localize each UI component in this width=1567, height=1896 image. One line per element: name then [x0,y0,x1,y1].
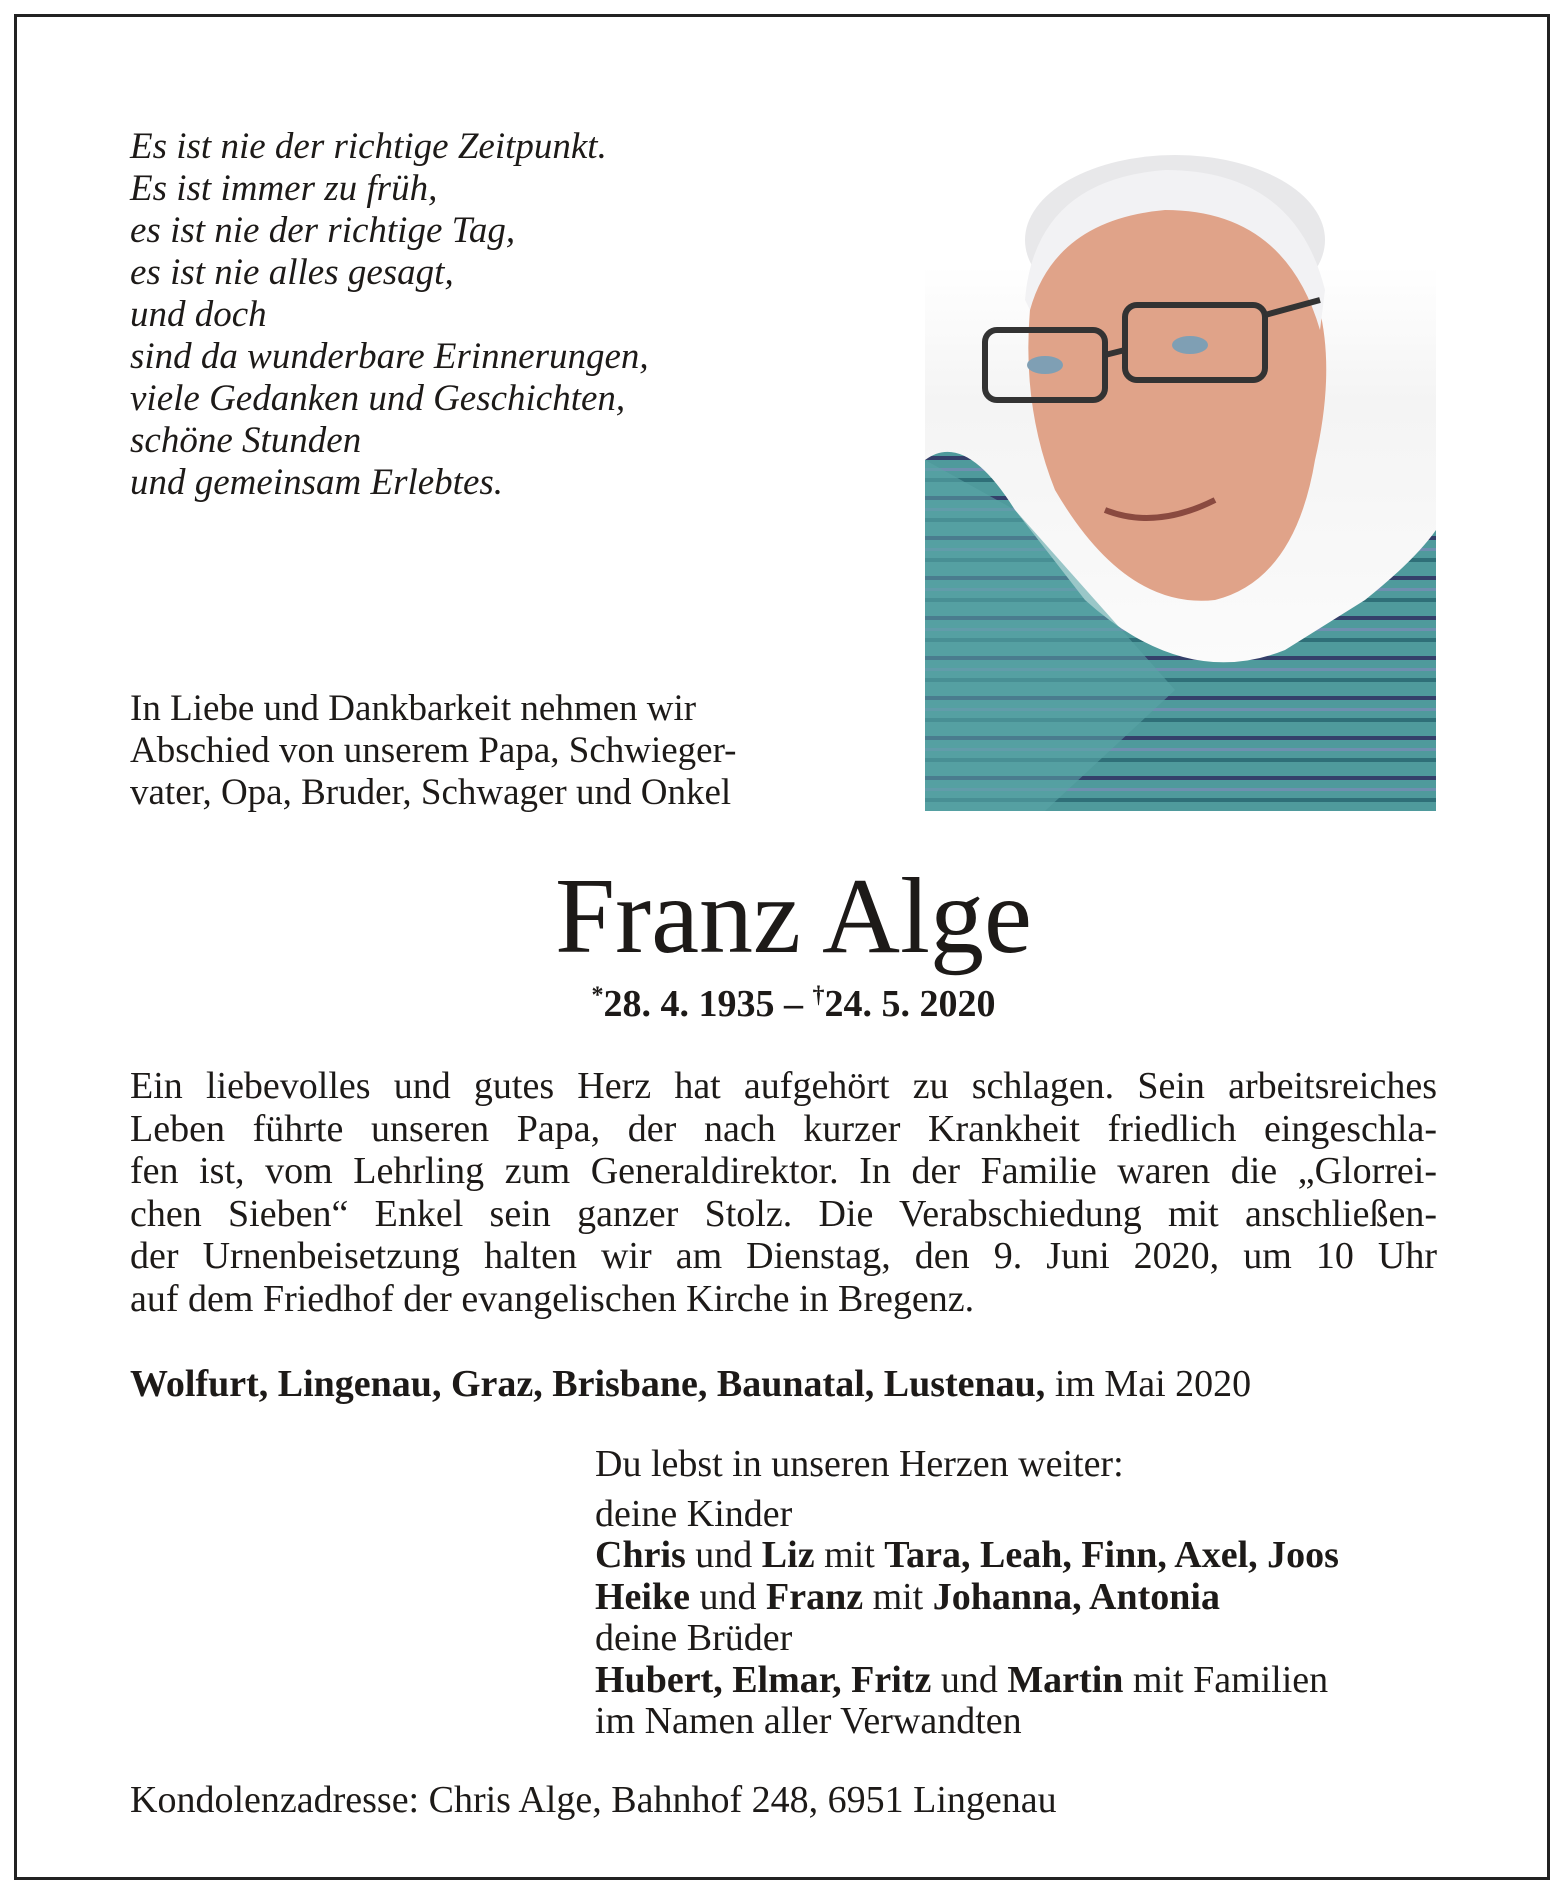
poem-line: und gemeinsam Erlebtes. [130,462,504,503]
conj: und [689,1575,766,1618]
poem-line: sind da wunderbare Erinnerungen, [130,336,649,377]
name: Chris [595,1534,686,1576]
mourner-line [595,1660,1339,1702]
intro-line: Abschied von unserem Papa, Schwieger- [130,730,737,771]
condolence-address: Kondolenzadresse: Chris Alge, Bahnhof 248, 6951 Lingenau [130,1779,1057,1821]
deceased-name: Franz Alge [555,857,1032,976]
grandchildren: Johanna, Antonia [932,1575,1220,1618]
grandchildren: Tara, Leah, Finn, Axel, Joos [884,1534,1339,1576]
poem-line: viele Gedanken und Geschichten, [130,378,626,419]
poem [130,126,649,504]
poem-line: Es ist nie der richtige Zeitpunkt. [130,126,607,167]
poem-line: schöne Stunden [130,420,362,461]
intro-line: In Liebe und Dankbarkeit nehmen wir [130,688,697,729]
name: Hubert, Elmar, Fritz [595,1658,932,1701]
children-label: deine Kinder [595,1492,793,1535]
birth-date: 28. 4. 1935 [603,983,775,1025]
poem-line: es ist nie der richtige Tag, [130,210,516,251]
name: Heike [595,1575,690,1618]
brothers-label: deine Brüder [595,1617,793,1659]
name: Martin [1007,1658,1124,1701]
poem-line: Es ist immer zu früh, [130,168,438,209]
conj: mit Familien [1123,1658,1329,1701]
birth-symbol: * [591,982,604,1009]
date-dash: – [774,983,813,1025]
obituary-text [130,1065,1437,1320]
place-date: im Mai 2020 [1045,1363,1252,1405]
conj: mit [814,1534,885,1576]
places-line [130,1362,1251,1406]
intro-line: vater, Opa, Bruder, Schwager und Onkel [130,772,732,813]
text-line: fen ist, vom Lehrling zum Generaldirektor. In der Familie waren die „Glorrei- [130,1150,1437,1192]
mourners [595,1444,1339,1743]
text-line: chen Sieben“ Enkel sein ganzer Stolz. Die Verabschiedung mit anschließen- [130,1192,1437,1235]
text-line: auf dem Friedhof der evangelischen Kirche in Bregenz. [130,1277,975,1320]
farewell-intro [130,688,737,814]
name: Liz [761,1534,815,1576]
text-line: Ein liebevolles und gutes Herz hat aufgehört zu schlagen. Sein arbeitsreiches [130,1065,1437,1107]
conj: mit [863,1575,933,1618]
conj: und [685,1534,762,1576]
life-dates [0,982,1567,1026]
text-line: der Urnenbeisetzung halten wir am Dienstag, den 9. Juni 2020, um 10 Uhr [130,1235,1437,1277]
text-line: Leben führte unseren Papa, der nach kurzer Krankheit friedlich eingeschla- [130,1107,1437,1150]
portrait-photo [925,130,1436,811]
mourner-line [595,1577,1339,1619]
poem-line: es ist nie alles gesagt, [130,252,454,293]
places: Wolfurt, Lingenau, Graz, Brisbane, Baunatal, Lustenau, [130,1363,1046,1405]
name: Franz [765,1575,864,1618]
conj: und [931,1658,1008,1701]
poem-line: und doch [130,294,267,335]
mourner-line [595,1535,1339,1577]
death-date: 24. 5. 2020 [824,983,996,1025]
mourners-heading: Du lebst in unseren Herzen weiter: [595,1443,1124,1485]
closing-line: im Namen aller Verwandten [595,1700,1022,1742]
death-symbol: † [812,982,825,1009]
